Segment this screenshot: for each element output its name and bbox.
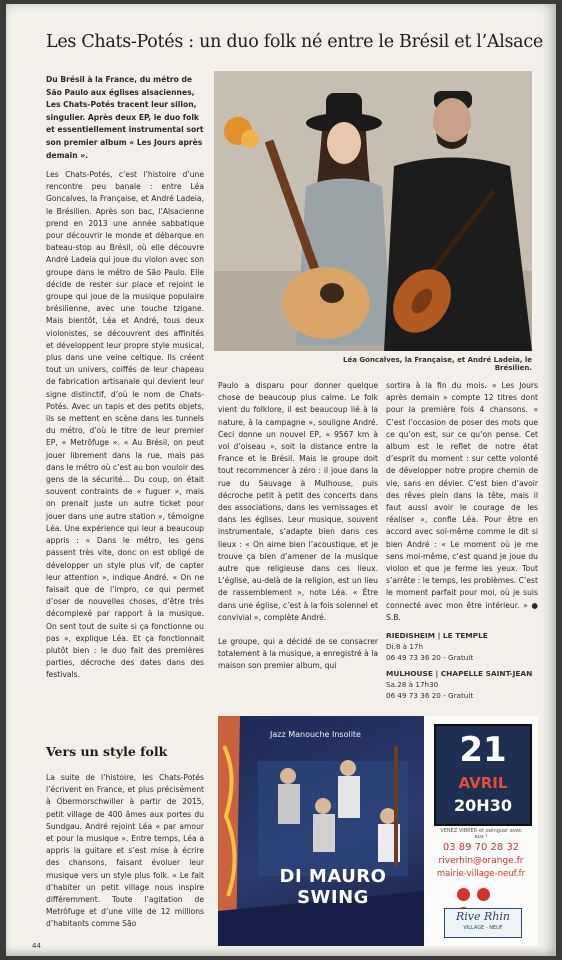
column-1-text: Les Chats-Potés, c’est l’histoire d’une rencontre peu banale : entre Léa Goncalves, la Française, et André Ladeia, le Brésilien. Après son bac, l’Alsacienne prend en 2013 une année sabbatique pour découvrir le monde et débarque en bateau-stop au Brésil, où elle découvre André Ladeia qui joue du violon avec son groupe dans le métro de São Paulo. Elle décide de rester sur place et rejoint le groupe qui joue de la musique populaire brésilienne, avec une touche tzigane. Mais bientôt, Léa et André, tous deux violonistes, se découvrent des affinités et développent leur propre style musical, plus dans une veine celtique. Ils créent tout un univers, coiffés de leur chapeau de fabrication artisanale qui devient leur signe distinctif, d’où le nom de Chats-Potés. Avec un tapis et des petits objets, ils se mettent en scène dans les tunnels du métro, d’où le titre de leur premier EP, « Metrôfuge ». « Au Brésil, on peut jouer librement dans la rue, mais pas dans le métro où c’est au bon vouloir des gens de la sécurité… Du coup, on était souvent contraints de « fuguer », mais on prenait juste un autre ticket pour jouer dans une autre station », témoigne Léa. Une expérience qui leur a beaucoup appris : « Dans le métro, les gens passent très vite, donc on est obligé de développer un style plus vif, de capter leur attention », indique André. « On ne faisait que de l’impro, ce qui permet d’oser de nouvelles choses, d’être très décomplexé par rapport à la musique. On sent tout de suite si ça fonctionne ou pas », explique Léa. Et ça fonctionnait plutôt bien : le duo fait des premières parties, décroche des dates dans des festivals.: [46, 170, 204, 680]
magazine-page: [6, 4, 556, 956]
event-1-place: RIEDISHEIM | LE TEMPLE: [386, 631, 488, 640]
ad-email: riverhin@orange.fr: [438, 856, 524, 866]
ad-website: mairie-village-neuf.fr: [436, 869, 526, 879]
event-2-info: 06 49 73 36 20 - Gratuit: [386, 691, 474, 700]
column-2b-text: Le groupe, qui a décidé de se consacrer totalement à la musique, a enregistré à la maison son premier album, qui: [218, 637, 378, 671]
duo-photo: [214, 71, 532, 351]
ad-month: AVRIL: [458, 774, 508, 792]
article-title: Les Chats-Potés : un duo folk né entre le Brésil et l’Alsace: [46, 32, 543, 52]
facebook-icon: [457, 888, 470, 901]
event-2-date: Sa.28 à 17h30: [386, 680, 439, 689]
event-listing-1: [386, 630, 488, 663]
ad-subtitle: Jazz Manouche Insolite: [270, 730, 361, 739]
section-subhead: Vers un style folk: [46, 744, 168, 759]
article-column-3: [386, 380, 538, 624]
ad-band-panel: [218, 716, 424, 946]
ad-logo: [444, 908, 522, 938]
ad-date-box: [434, 724, 532, 826]
event-1-info: 06 49 73 36 20 - Gratuit: [386, 653, 474, 662]
ad-band-name: DI MAURO SWING: [279, 866, 387, 908]
page-number: 44: [32, 942, 41, 950]
duo-photo-illustration: [214, 71, 532, 351]
event-listing-2: [386, 668, 532, 701]
twitter-icon: [477, 888, 490, 901]
photo-caption: Léa Goncalves, la Française, et André Ladeia, le Brésilien.: [343, 356, 532, 372]
ad-logo-text: Rive Rhin: [456, 910, 510, 923]
concert-advertisement: [218, 716, 538, 946]
ad-logo-subtext: VILLAGE - NEUF: [463, 925, 503, 931]
article-lede: Du Brésil à la France, du métro de São Paulo aux églises alsaciennes, Les Chats-Potés tracent leur sillon, singulier. Après deux EP, le duo folk et essentiellement instrumental sort son premier album « Les Jours après demain ».: [46, 75, 204, 160]
article-column-1-continued: [46, 772, 204, 950]
ad-band-illustration: [218, 716, 424, 946]
column-3-text: sortira à la fin du mois. « Les Jours après demain » compte 12 titres dont pour la première fois 4 chansons. « C’est l’occasion de poser des mots que ce qu’on est, sur ce qu’on pense. Cet album est le reflet de notre état d’esprit du moment : sur cette volonté de développer notre propre chemin de vie, sans en dévier. C’est bien d’avoir des rêves plein dans la tête, mais il faut aussi avoir le courage de les réaliser », confie Léa. Pour être en accord avec soi-même comme le dit si bien André : « Le moment où je me sens moi-même, c’est quand je joue du violon et que je ferme les yeux. Tout s’arrête : le temps, les problèmes. C’est le moment parfait pour moi, où je suis connecté avec mon être intérieur. » ● S.B.: [386, 381, 538, 622]
ad-tagline: VENEZ VIBRER et swinguer avec eux !: [440, 828, 522, 840]
ad-time: 20H30: [454, 796, 512, 815]
article-column-1: [46, 169, 204, 714]
article-column-2: [218, 380, 378, 714]
ad-info-panel: [424, 716, 538, 946]
ad-social-icons: [457, 886, 505, 900]
event-2-place: MULHOUSE | CHAPELLE SAINT-JEAN: [386, 669, 533, 678]
ad-phone: 03 89 70 28 32: [442, 842, 520, 853]
ad-day: 21: [459, 730, 507, 770]
column-2-text: Paulo a disparu pour donner quelque chose de beaucoup plus calme. Le folk vient du folklore, il est beaucoup lié à la nature, à la campagne », souligne André. Ceci donne un nouvel EP, « 9567 km à vol d’oiseau », soit la distance entre la France et le Brésil. Mais le groupe doit tout recommencer à zéro : il joue dans la rue du Sauvage à Mulhouse, puis décroche petit à petit des concerts dans des associations, dans les vernissages et dans les églises. Leur musique, souvent instrumentale, s’adapte bien dans ces lieux : « On aime bien l’acoustique, et je trouve ça bien d’amener de la musique autre que religieuse dans ces lieux. L’église, au-delà de la religion, est un lieu de rassemblement », note Léa. « Être dans une église, c’est à la fois solennel et convivial », complète André.: [218, 381, 378, 622]
event-1-date: Di.8 à 17h: [386, 642, 424, 651]
column-1b-text: La suite de l’histoire, les Chats-Potés l’écrivent en France, et plus précisément à Obermorschwiller à partir de 2015, petit village de 400 âmes aux portes du Sundgau. André rejoint Léa « par amour et pour la musique ». Entre temps, Léa a appris la guitare et s’est mise à écrire des chansons, faisant évoluer leur musique vers un style plus folk. « Le fait d’habiter un petit village nous inspire différemment. Toute l’agitation de Metrôfuge et d’une ville de 12 millions d’habitants comme São: [46, 773, 204, 929]
